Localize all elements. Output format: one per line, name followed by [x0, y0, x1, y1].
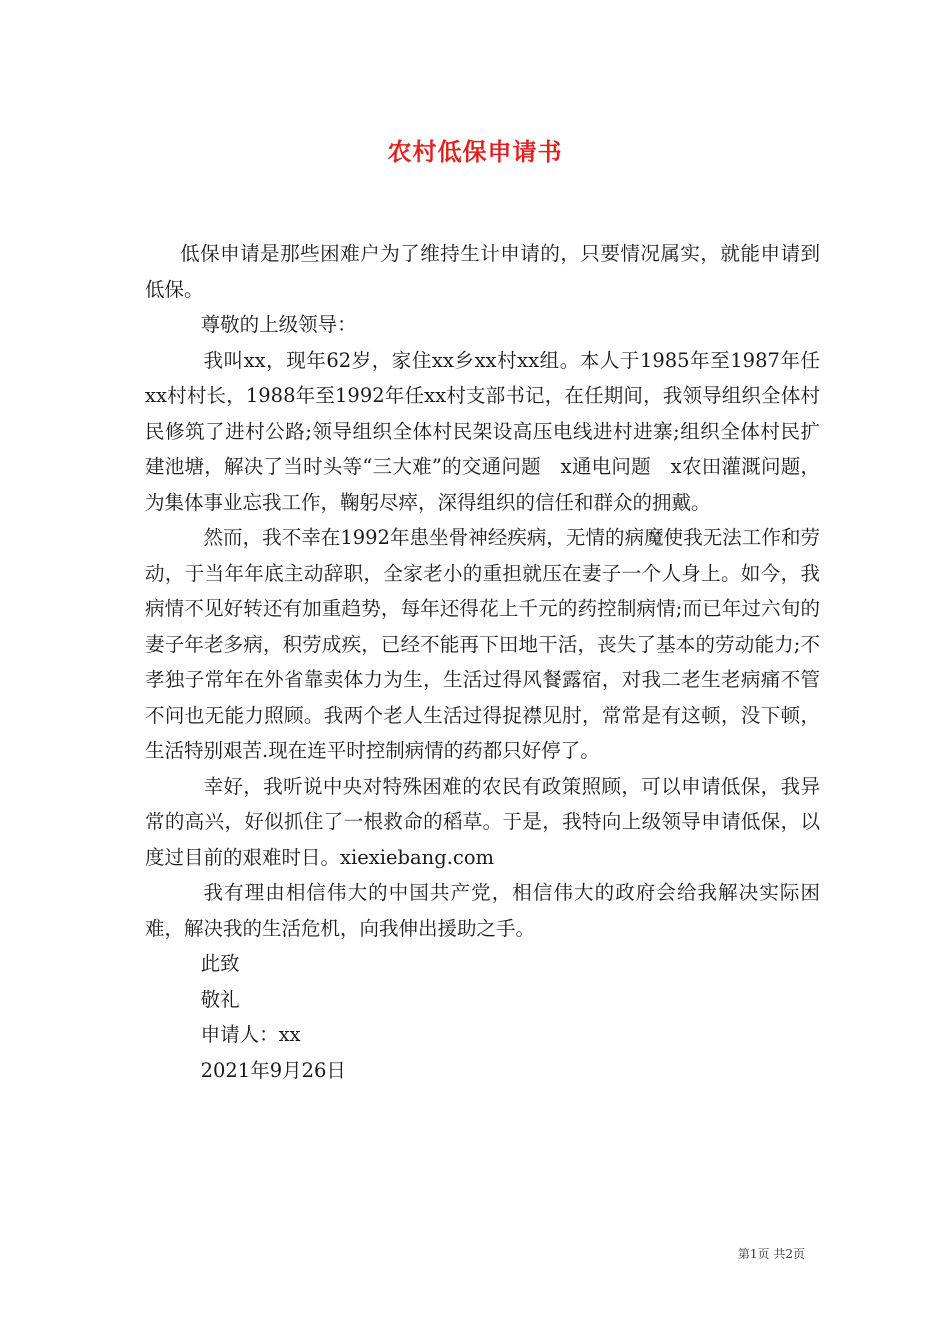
date-line: 2021年9月26日	[200, 1058, 346, 1082]
closing-line-2: 敬礼	[200, 987, 240, 1011]
intro-paragraph: 低保申请是那些困难户为了维持生计申请的，只要情况属实，就能申请到低保。	[145, 242, 820, 301]
body-paragraph: 我有理由相信伟大的中国共产党，相信伟大的政府会给我解决实际困难，解决我的生活危机，向我伸出援助之手。	[145, 881, 820, 940]
applicant-line: 申请人：xx	[200, 1023, 301, 1046]
page-number: 第1页 共2页	[737, 1247, 805, 1261]
document-body	[145, 236, 820, 1088]
body-paragraph: 幸好，我听说中央对特殊困难的农民有政策照顾，可以申请低保，我异常的高兴，好似抓住了一根救命的稻草。于是，我特向上级领导申请低保，以度过目前的艰难时日。xiexiebang.com	[145, 774, 820, 869]
body-paragraph: 然而，我不幸在1992年患坐骨神经疾病，无情的病魔使我无法工作和劳动，于当年年底主动辞职，全家老小的重担就压在妻子一个人身上。如今，我病情不见好转还有加重趋势，每年还得花上千元的药控制病情;而已年过六旬的妻子年老多病，积劳成疾，已经不能再下田地干活，丧失了基本的劳动能力;不孝独子常年在外省靠卖体力为生，生活过得风餐露宿，对我二老生老病痛不管不问也无能力照顾。我两个老人生活过得捉襟见肘，常常是有这顿，没下顿，生活特别艰苦.现在连平时控制病情的药都只好停了。	[145, 526, 820, 762]
salutation: 尊敬的上级领导：	[200, 313, 357, 336]
closing-line-1: 此致	[200, 952, 240, 975]
document-title: 农村低保申请书	[387, 137, 563, 166]
body-paragraph: 我叫xx，现年62岁，家住xx乡xx村xx组。本人于1985年至1987年任xx村村长，1988年至1992年任xx村支部书记，在任期间，我领导组织全体村民修筑了进村公路;领导组织全体村民架设高压电线进村进寨;组织全体村民扩建池塘，解决了当时头等“三大难”的交通问题 x通电问题 x农田灌溉问题，为集体事业忘我工作，鞠躬尽瘁，深得组织的信任和群众的拥戴。	[145, 348, 820, 514]
